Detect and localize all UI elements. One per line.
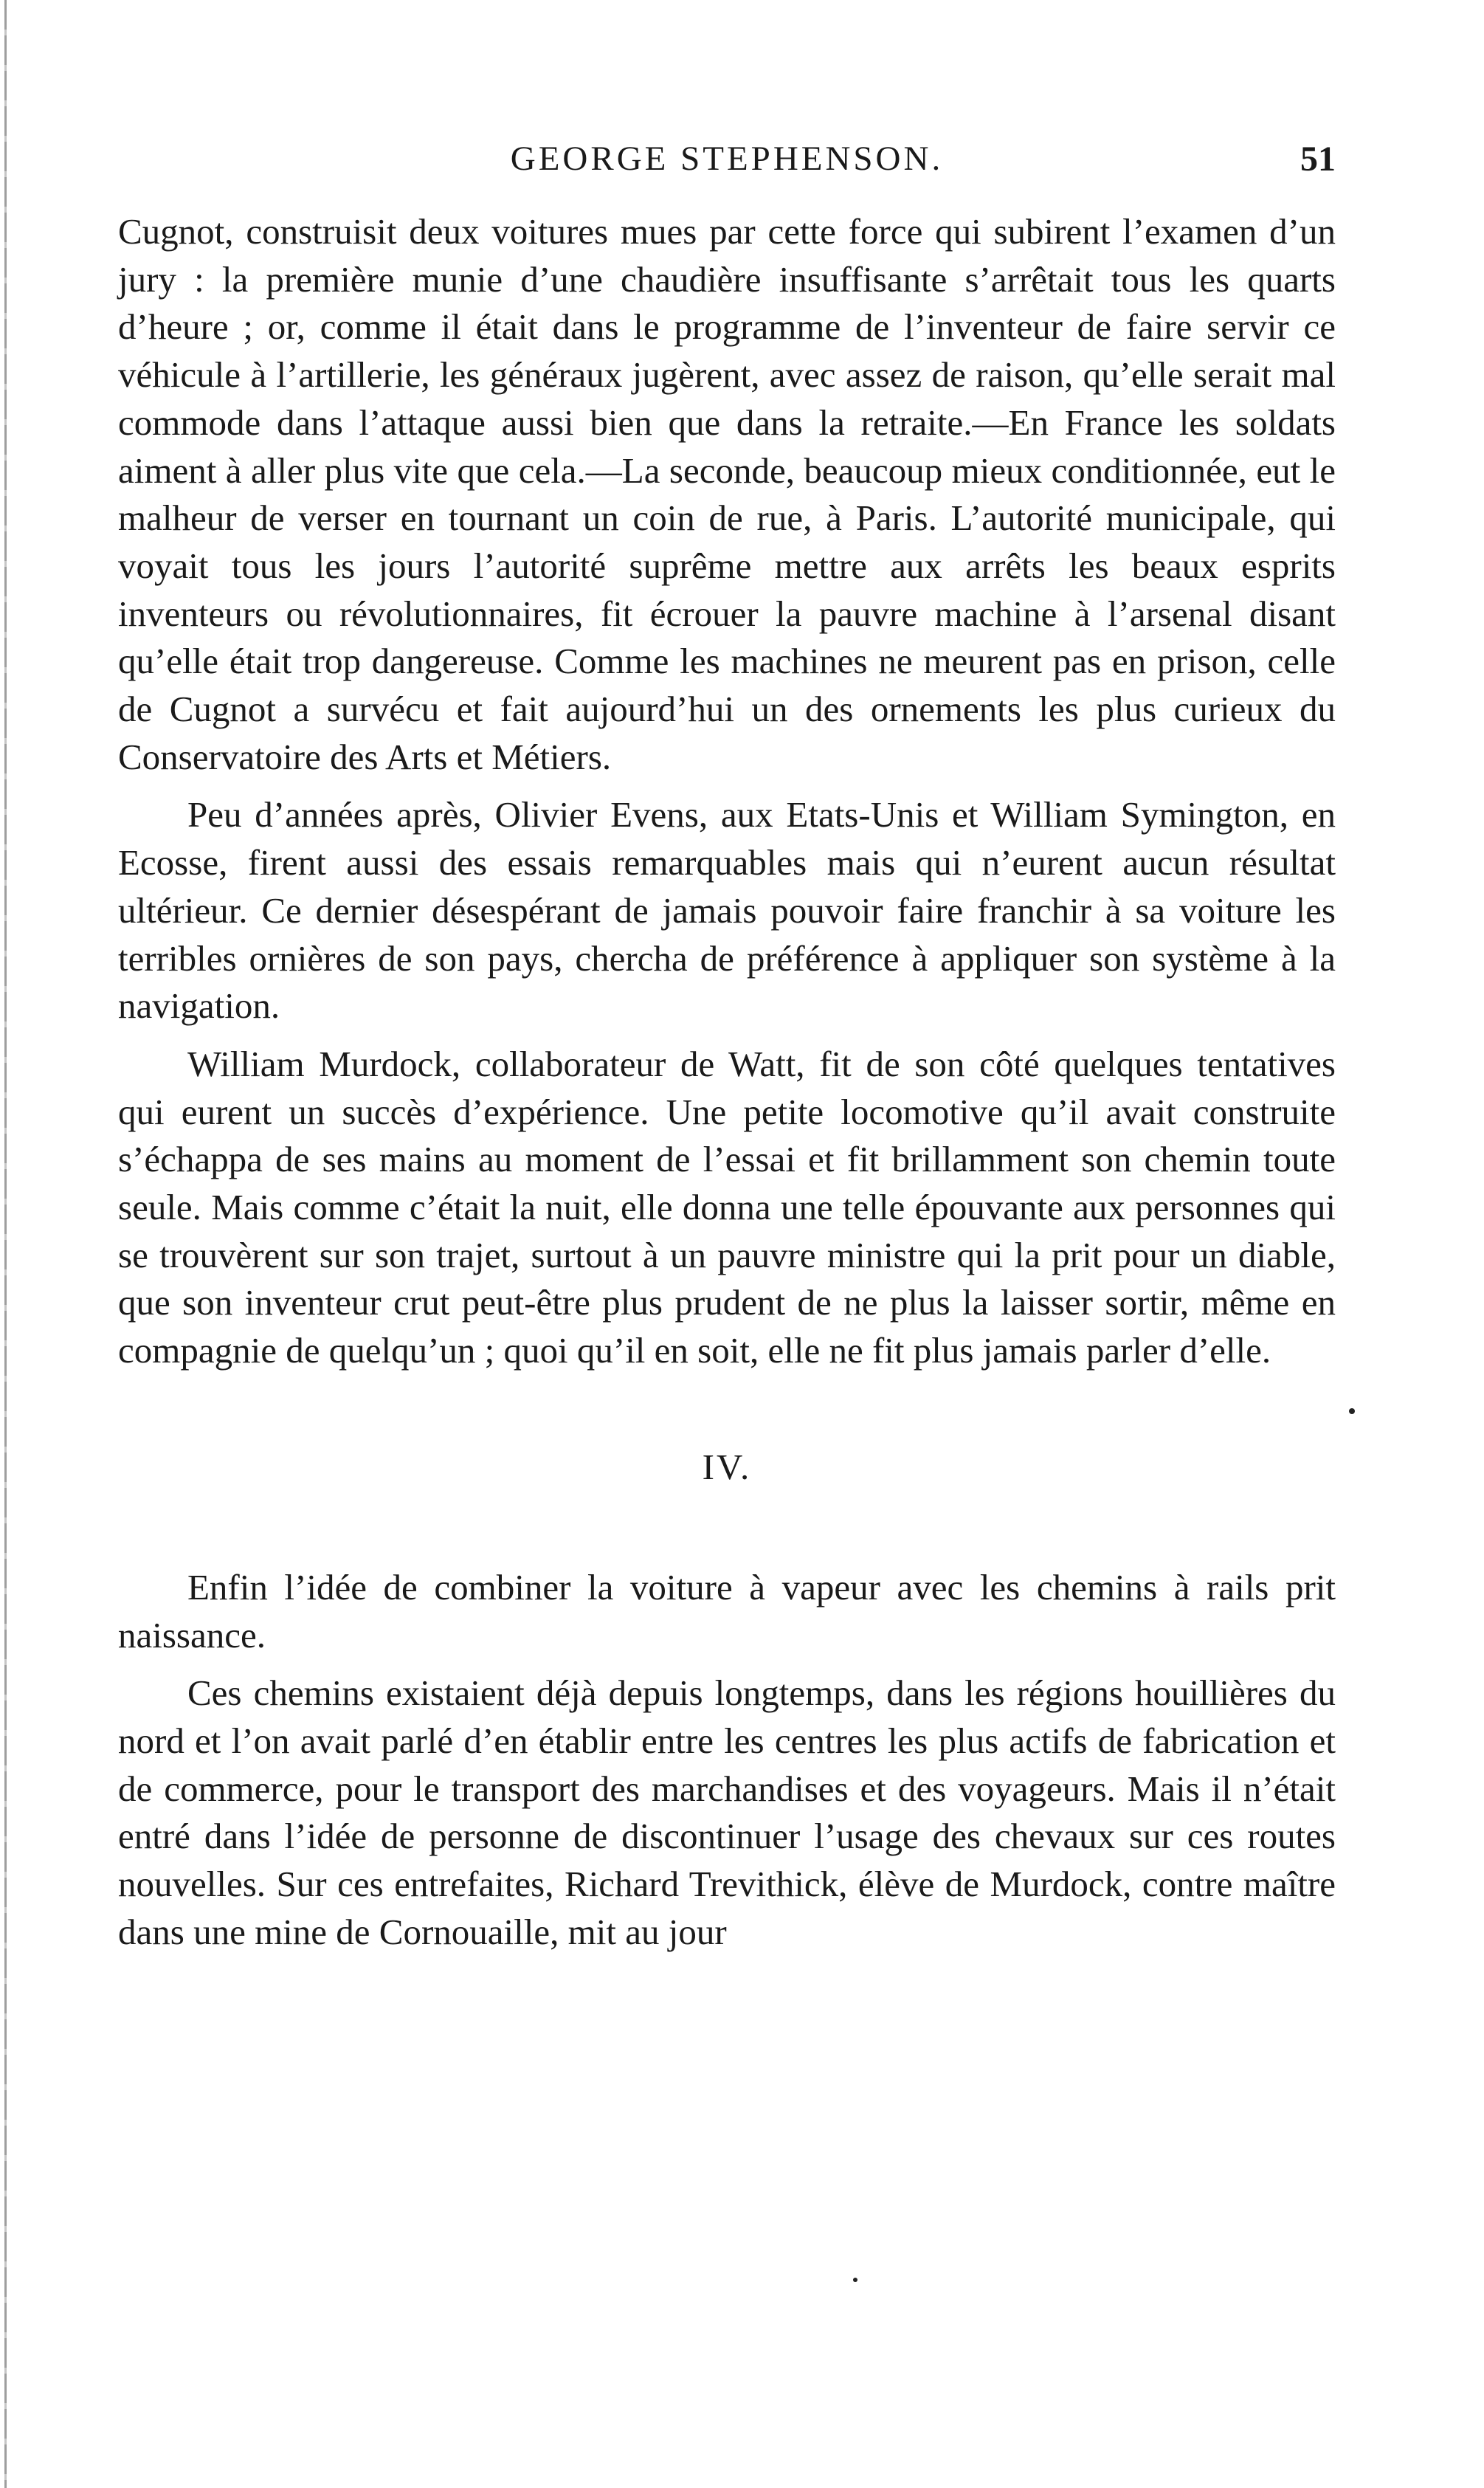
- paragraph-evens-symington: Peu d’années après, Olivier Evens, aux Etats-Unis et William Symington, en Ecosse, firent aussi des essais remarquables mais qui n’eurent aucun résultat ultérieur. Ce dernier désespérant de jamais pouvoir faire franchir à sa voiture les terribles ornières de son pays, chercha de préférence à appliquer son système à la navigation.: [118, 794, 1336, 1027]
- ink-speck: [853, 2278, 857, 2282]
- paragraph-trevithick: Ces chemins existaient déjà depuis longtemps, dans les régions houillières du nord et l’on avait parlé d’en établir entre les centres les plus actifs de fabrication et de commerce, pour le transport des marchandises et des voyageurs. Mais il n’était entré dans l’idée de personne de discontinuer l’usage des chevaux sur ces routes nouvelles. Sur ces entrefaites, Richard Trevithick, élève de Murdock, contre maître dans une mine de Cornouaille, mit au jour: [118, 1672, 1336, 1952]
- running-header: [118, 134, 1336, 201]
- ink-speck: [1349, 1408, 1355, 1414]
- paragraph-murdock: William Murdock, collaborateur de Watt, fit de son côté quelques tentatives qui eurent un succès d’expérience. Une petite locomotive qu’il avait construite s’échappa de ses mains au moment de l’essai et fit brillamment son chemin toute seule. Mais comme c’était la nuit, elle donna une telle épouvante aux personnes qui se trouvèrent sur son trajet, surtout à un pauvre ministre qui la prit pour un diable, que son inventeur crut peut-être plus prudent de ne plus la laisser sortir, même en compagnie de quelqu’un ; quoi qu’il en soit, elle ne fit plus jamais parler d’elle.: [118, 1043, 1336, 1371]
- running-title: GEORGE STEPHENSON.: [510, 139, 944, 178]
- body-text: [118, 208, 1336, 1957]
- section-heading: IV.: [702, 1446, 752, 1487]
- paragraph-rails: Enfin l’idée de combiner la voiture à vapeur avec les chemins à rails prit naissance.: [118, 1566, 1336, 1655]
- paragraph-cugnot: Cugnot, construisit deux voitures mues par cette force qui subirent l’examen d’un jury : la première munie d’une chaudière insuffisante s’arrêtait tous les quarts d’heure ; or, comme il était dans le programme de l’inventeur de faire servir ce véhicule à l’artillerie, les généraux jugèrent, avec assez de raison, qu’elle serait mal commode dans l’attaque aussi bien que dans la retraite.—En France les soldats aiment à aller plus vite que cela.—La seconde, beaucoup mieux conditionnée, eut le malheur de verser en tournant un coin de rue, à Paris. L’autorité municipale, qui voyait tous les jours l’autorité suprême mettre aux arrêts les beaux esprits inventeurs ou révolutionnaires, fit écrouer la pauvre machine à l’arsenal disant qu’elle était trop dangereuse. Comme les machines ne meurent pas en prison, celle de Cugnot a survécu et fait aujourd’hui un des ornements les plus curieux du Conservatoire des Arts et Métiers.: [118, 211, 1336, 777]
- page-number: 51: [1300, 139, 1336, 179]
- page-binding-edge: [4, 0, 7, 2488]
